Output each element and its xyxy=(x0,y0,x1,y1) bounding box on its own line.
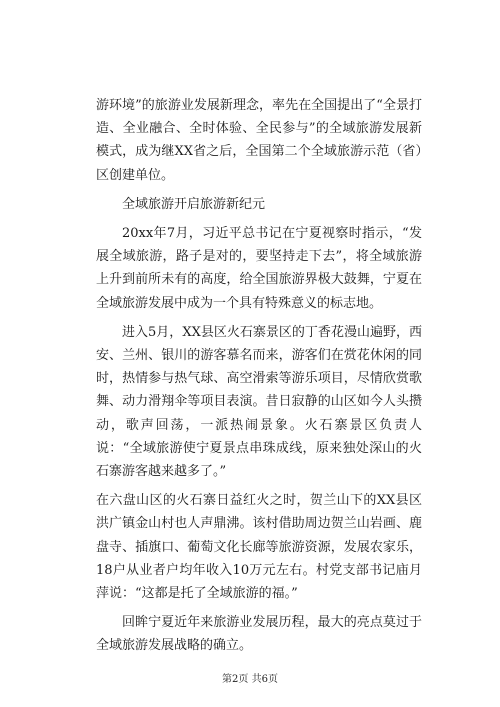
document-body xyxy=(96,94,422,658)
paragraph-jinshan-village: 在六盘山区的火石寨日益红火之时，贺兰山下的XX县区洪广镇金山村也人声鼎沸。该村借助周边贺兰山岩画、鹿盘寺、插旗口、葡萄文化长廊等旅游资源，发展农家乐，18户从业者户均年收入10万元左右。村党支部书记庙月萍说：“这都是托了全域旅游的福。” xyxy=(96,493,422,602)
paragraph-policy: 20xx年7月，习近平总书记在宁夏视察时指示，“发展全域旅游，路子是对的，要坚持走下去”，将全域旅游上升到前所未有的高度，给全国旅游界极大鼓舞，宁夏在全域旅游发展中成为一个具有特殊意义的标志地。 xyxy=(96,226,422,311)
section-heading: 全域旅游开启旅游新纪元 xyxy=(122,196,266,212)
page-number: 第2页 共6页 xyxy=(222,674,278,685)
paragraph-huoshizhai: 进入5月，XX县区火石寨景区的丁香花漫山遍野，西安、兰州、银川的游客慕名而来，游客们在赏花休闲的同时，热情参与热气球、高空滑索等游乐项目，尽情欣赏歌舞、动力滑翔伞等项目表演。昔日寂静的山区如今人头攒动，歌声回荡，一派热闹景象。火石寨景区负责人说：“全域旅游使宁夏景点串珠成线，原来独处深山的火石寨游客越来越多了。” xyxy=(96,324,422,480)
paragraph-continuation: 游环境”的旅游业发展新理念，率先在全国提出了“全景打造、全业融合、全时体验、全民参与”的全域旅游发展新模式，成为继XX省之后，全国第二个全域旅游示范（省）区创建单位。 xyxy=(96,98,422,183)
paragraph-review: 回眸宁夏近年来旅游业发展历程，最大的亮点莫过于全域旅游发展战略的确立。 xyxy=(96,615,422,654)
